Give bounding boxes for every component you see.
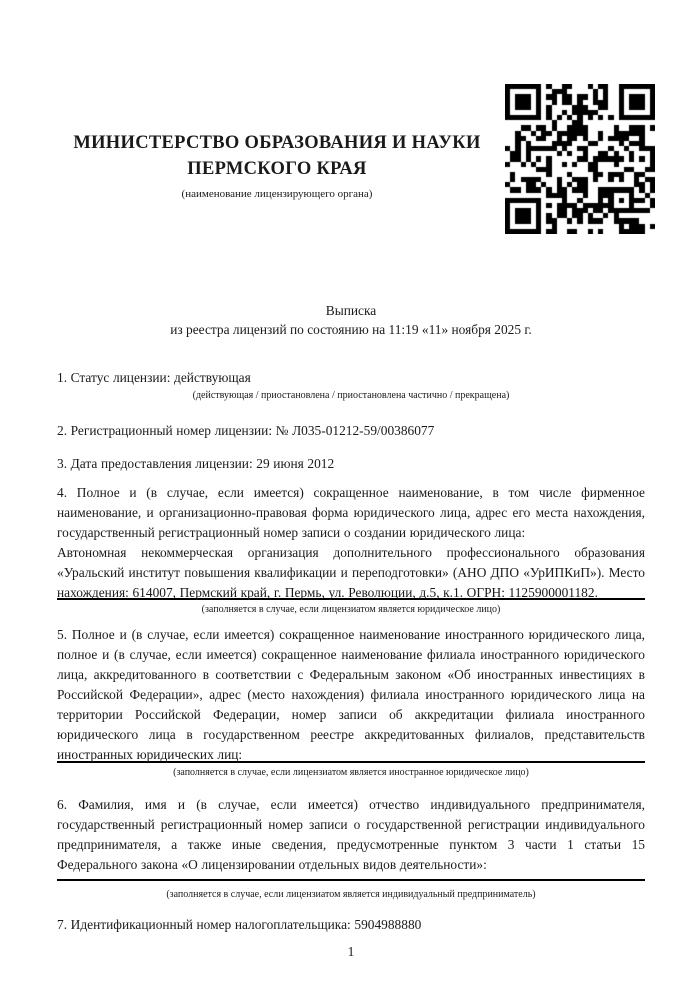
title-line1: Выписка (325, 303, 377, 318)
authority-line2: ПЕРМСКОГО КРАЯ (187, 159, 367, 179)
item-4-note: (заполняется в случае, если лицензиатом является юридическое лицо) (201, 604, 501, 615)
page-number: 1 (347, 944, 355, 959)
fill-in-line-item-6 (57, 879, 645, 881)
item-5-note: (заполняется в случае, если лицензиатом является иностранное юридическое лицо) (173, 767, 529, 778)
item-4-label: 4. Полное и (в случае, если имеется) сокращенное наименование, в том числе фирменное наименование, и организационно-правовая форма юридического лица, адрес его места нахождения, государственный регистрационный номер записи о создании юридического лица: (57, 485, 645, 540)
document-header (57, 130, 497, 201)
item-5-foreign-entity: 5. Полное и (в случае, если имеется) сокращенное наименование иностранного юридического лица, полное и (в случае, если имеется) сокращенное наименование филиала иностранного юридического лица, аккредитованного в соответствии с Федеральным законом «Об иностранных инвестициях в Российской Федерации», адрес (место нахождения) филиала иностранного юридического лица на территории Российской Федерации, номер записи об аккредитации филиала иностранного юридического лица в государственном реестре аккредитованных филиалов, представительств иностранных юридических лиц: (57, 627, 645, 762)
item-6-note: (заполняется в случае, если лицензиатом является индивидуальный предприниматель) (166, 889, 536, 900)
document-body (57, 301, 645, 962)
item-4-legal-entity (57, 483, 645, 603)
title-line2: из реестра лицензий по состоянию на 11:19 «11» ноября 2025 г. (170, 322, 532, 337)
licensing-authority-name (57, 130, 497, 182)
item-1-license-status: 1. Статус лицензии: действующая (57, 370, 251, 385)
item-4-value: Автономная некоммерческая организация дополнительного профессионального образования «Уральский институт повышения квалификации и переподготовки» (АНО ДПО «УрИПКиП»). Место нахождения: 614007, Пермский край, г. Пермь, ул. Революции, д.5, к.1. ОГРН: 1125900001182. (57, 545, 645, 600)
qr-code-image (505, 84, 655, 234)
qr-code (505, 84, 655, 234)
document-title (57, 301, 645, 339)
authority-line1: МИНИСТЕРСТВО ОБРАЗОВАНИЯ И НАУКИ (73, 133, 481, 153)
item-6-individual-entrepreneur: 6. Фамилия, имя и (в случае, если имеется) отчество индивидуального предпринимателя, государственный регистрационный номер записи о государственной регистрации индивидуального предпринимателя, а также иные сведения, предусмотренные пунктом 3 части 1 статьи 15 Федерального закона «О лицензировании отдельных видов деятельности»: (57, 797, 645, 872)
item-2-registration-number: 2. Регистрационный номер лицензии: № Л035-01212-59/00386077 (57, 423, 435, 438)
authority-caption: (наименование лицензирующего органа) (181, 188, 373, 200)
item-7-taxpayer-number: 7. Идентификационный номер налогоплательщика: 5904988880 (57, 917, 422, 932)
item-1-note: (действующая / приостановлена / приостановлена частично / прекращена) (192, 390, 510, 401)
item-3-grant-date: 3. Дата предоставления лицензии: 29 июня 2012 (57, 456, 335, 471)
